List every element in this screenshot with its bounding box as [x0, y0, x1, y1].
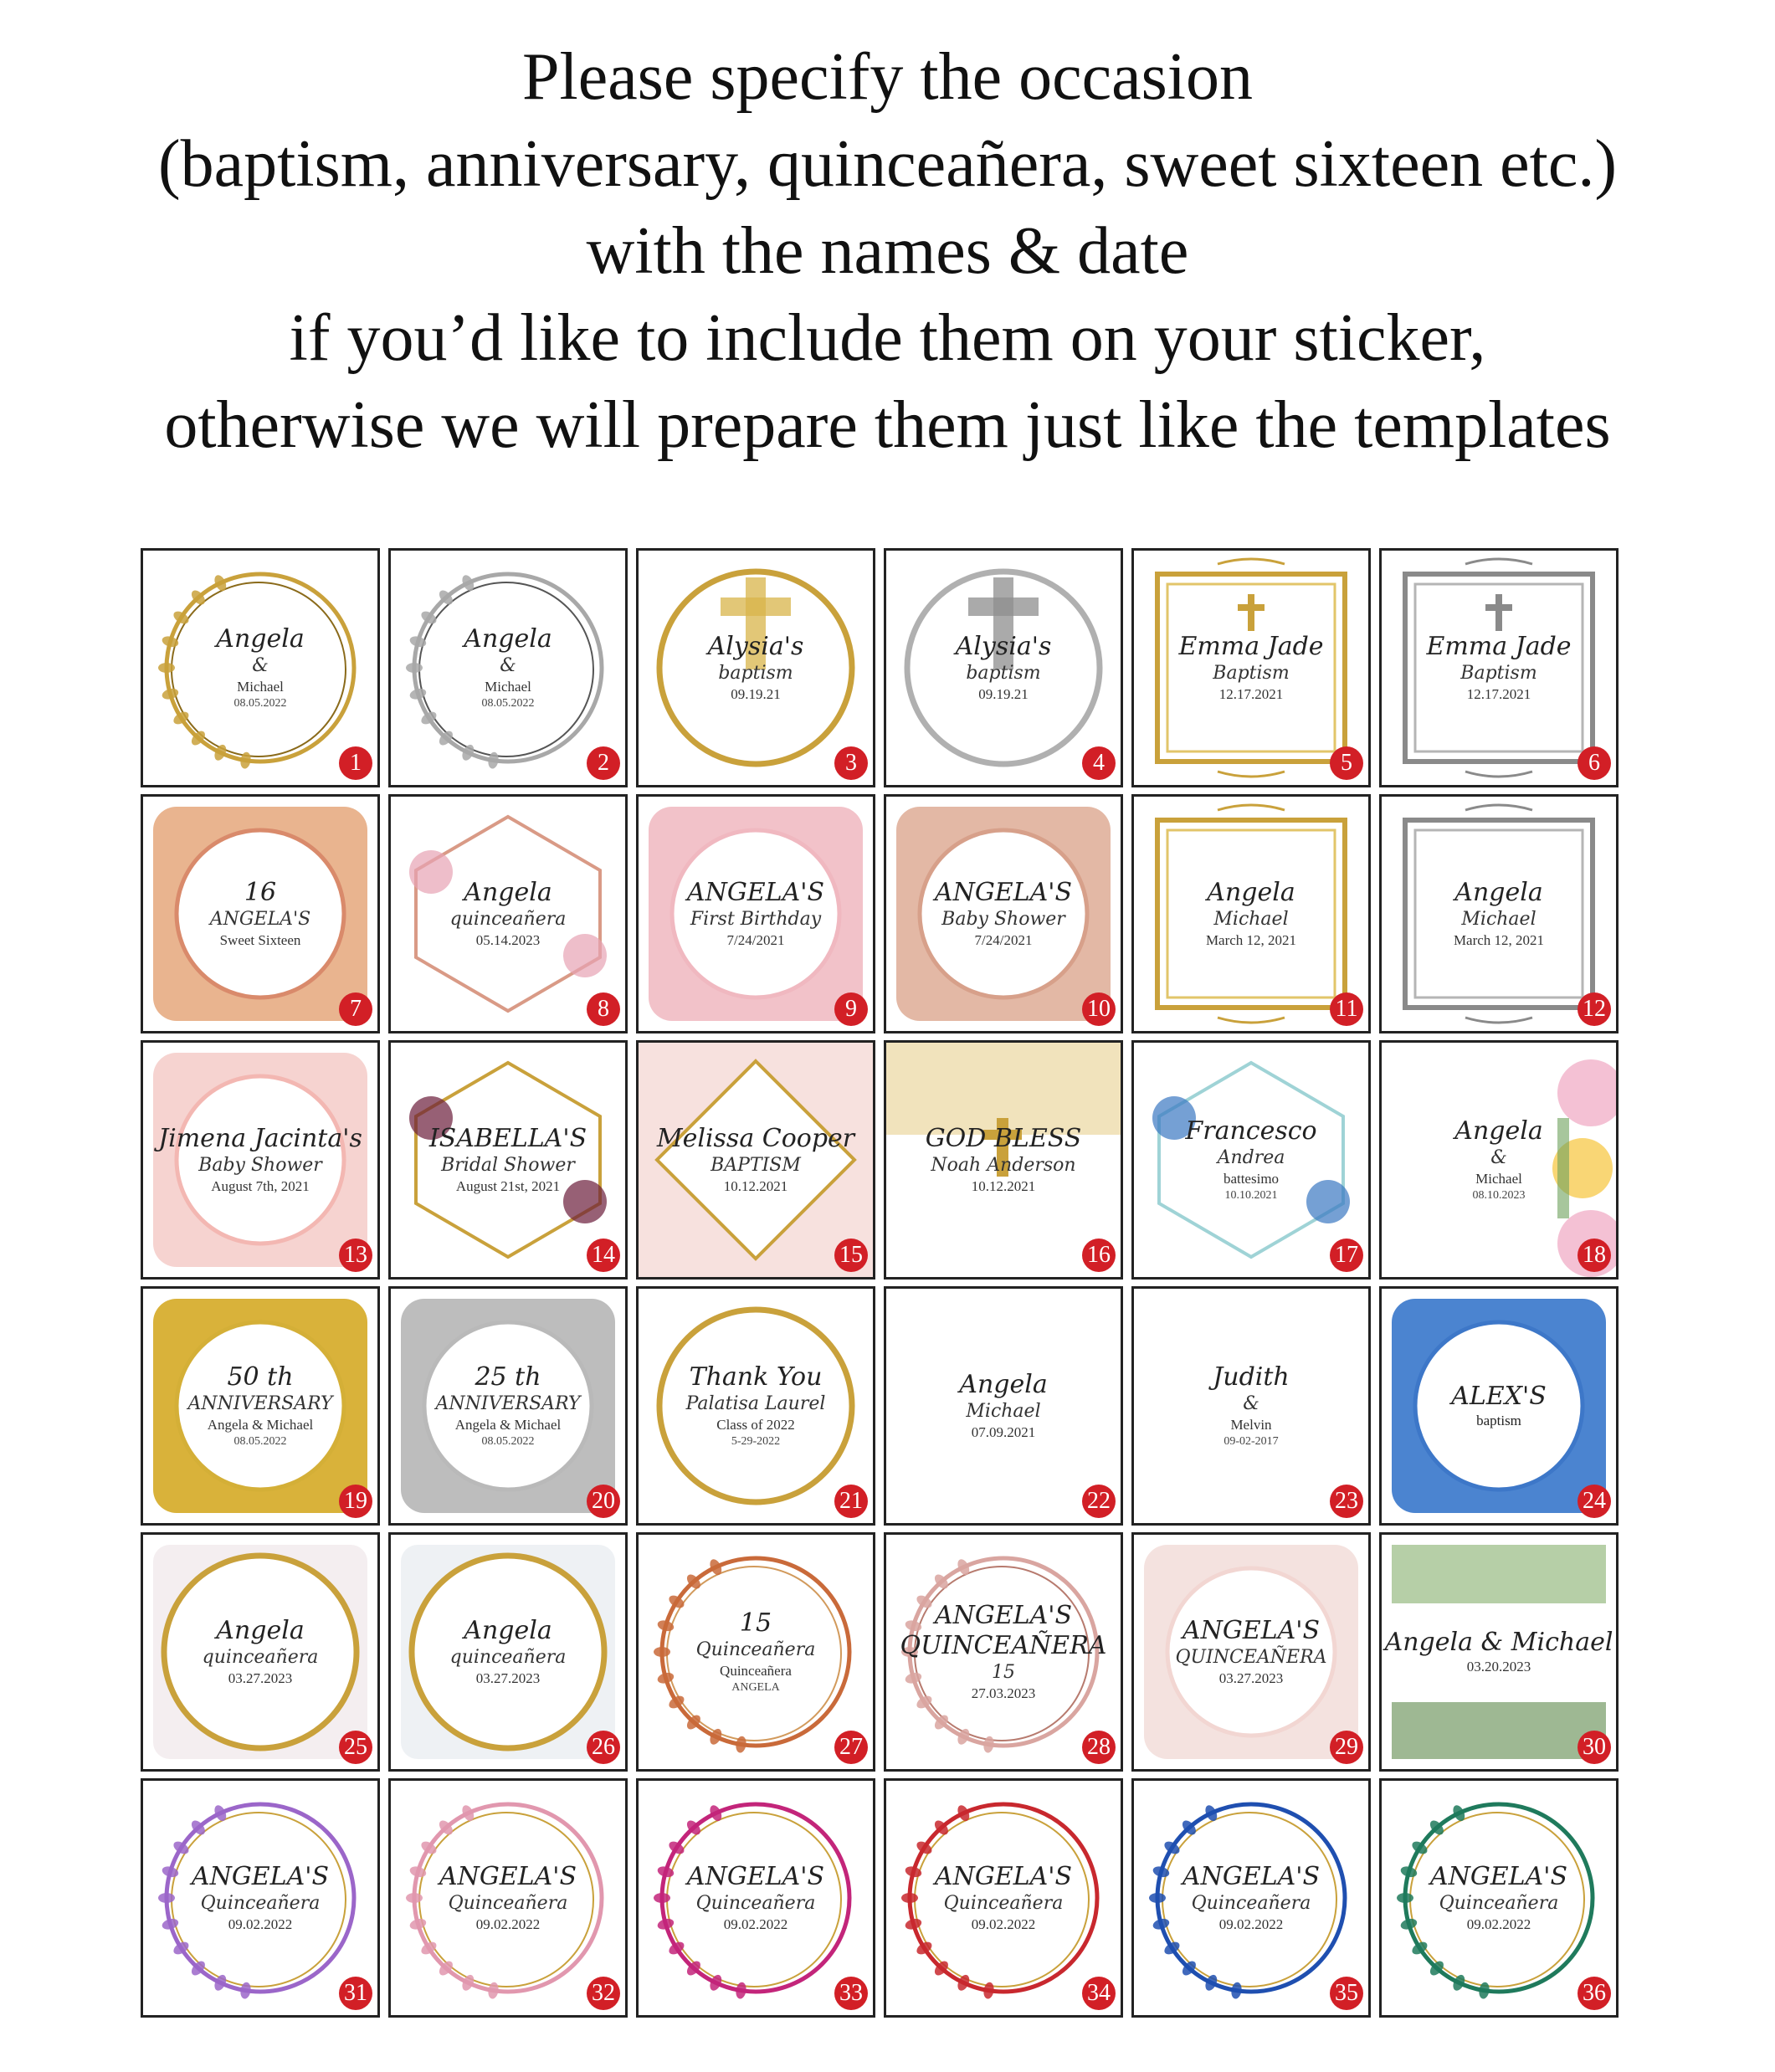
template-line: Alysia's: [707, 632, 804, 661]
template-number-badge: 31: [339, 1977, 372, 2010]
template-number-badge: 34: [1082, 1977, 1116, 2010]
template-line: 09.02.2022: [475, 1916, 541, 1932]
template-line: Francesco: [1185, 1116, 1317, 1146]
template-line: ANNIVERSARY: [187, 1393, 333, 1414]
template-text: [639, 1535, 873, 1769]
template-line: Jimena Jacinta's: [158, 1124, 362, 1153]
template-line: 03.27.2023: [1218, 1670, 1284, 1686]
template-line: 15: [992, 1662, 1015, 1683]
template-text: [1134, 1043, 1368, 1277]
template-tile[interactable]: [1379, 548, 1619, 787]
template-tile[interactable]: [884, 1286, 1123, 1526]
template-line: Baptism: [1460, 663, 1537, 684]
template-text: [1134, 1781, 1368, 2015]
template-tile[interactable]: [1131, 794, 1371, 1033]
template-text: [639, 551, 873, 785]
template-line: Noah Anderson: [931, 1155, 1076, 1176]
template-tile[interactable]: [1131, 1040, 1371, 1280]
template-tile[interactable]: [388, 1778, 628, 2018]
template-line: Palatisa Laurel: [685, 1393, 826, 1414]
template-tile[interactable]: [141, 1040, 380, 1280]
template-line: Michael: [485, 679, 531, 695]
template-text: [143, 1781, 377, 2015]
template-line: 7/24/2021: [726, 932, 785, 948]
template-number-badge: 18: [1577, 1239, 1611, 1272]
template-line: baptism: [1476, 1413, 1521, 1428]
template-number-badge: 17: [1330, 1239, 1363, 1272]
template-number-badge: 25: [339, 1731, 372, 1764]
template-line: Angela: [464, 1616, 552, 1645]
template-line: 08.10.2023: [1472, 1189, 1526, 1202]
template-tile[interactable]: [636, 1286, 875, 1526]
template-tile[interactable]: [884, 1778, 1123, 2018]
template-number-badge: 22: [1082, 1485, 1116, 1518]
template-line: 09.02.2022: [971, 1916, 1036, 1932]
template-line: ANGELA'S: [934, 878, 1073, 907]
template-line: &: [1490, 1147, 1507, 1168]
template-line: 5-29-2022: [731, 1435, 781, 1448]
template-number-badge: 27: [834, 1731, 868, 1764]
template-line: 03.20.2023: [1466, 1659, 1531, 1675]
template-line: Alysia's: [955, 632, 1052, 661]
template-tile[interactable]: [1131, 1532, 1371, 1772]
template-line: Quinceañera: [943, 1893, 1064, 1914]
template-tile[interactable]: [141, 794, 380, 1033]
template-text: [143, 1535, 377, 1769]
template-line: Angela & Michael: [454, 1417, 562, 1433]
template-text: [886, 1043, 1121, 1277]
template-tile[interactable]: [141, 1778, 380, 2018]
template-tile[interactable]: [636, 794, 875, 1033]
template-tile[interactable]: [1131, 1778, 1371, 2018]
template-tile[interactable]: [1379, 1778, 1619, 2018]
template-text: [639, 797, 873, 1031]
template-tile[interactable]: [1131, 548, 1371, 787]
template-tile[interactable]: [636, 1778, 875, 2018]
template-line: 10.12.2021: [971, 1178, 1036, 1194]
template-line: Baby Shower: [198, 1155, 322, 1176]
template-line: First Birthday: [690, 909, 822, 930]
template-line: Angela & Michael: [1384, 1628, 1613, 1657]
template-line: Quinceañera: [695, 1893, 816, 1914]
template-line: ANNIVERSARY: [435, 1393, 581, 1414]
template-line: Angela: [216, 1616, 305, 1645]
template-line: Angela: [959, 1370, 1048, 1399]
template-line: 08.05.2022: [481, 697, 535, 710]
template-line: 15: [739, 1608, 772, 1638]
template-line: ANGELA'S: [934, 1862, 1073, 1891]
template-number-badge: 9: [834, 992, 868, 1026]
template-line: 12.17.2021: [1218, 686, 1284, 702]
template-text: [1382, 551, 1616, 785]
template-line: 09.02.2022: [723, 1916, 788, 1932]
template-line: Michael: [966, 1401, 1041, 1422]
template-number-badge: 26: [587, 1731, 620, 1764]
template-line: Quinceañera: [1191, 1893, 1311, 1914]
template-line: Judith: [1213, 1362, 1290, 1392]
template-number-badge: 24: [1577, 1485, 1611, 1518]
template-line: Angela: [216, 624, 305, 654]
template-line: &: [252, 655, 269, 676]
template-number-badge: 21: [834, 1485, 868, 1518]
template-tile[interactable]: [636, 548, 875, 787]
template-line: quinceañera: [449, 1647, 567, 1668]
template-line: Emma Jade: [1178, 632, 1324, 661]
template-text: [639, 1781, 873, 2015]
template-line: Angela & Michael: [207, 1417, 314, 1433]
template-text: [886, 1535, 1121, 1769]
template-tile[interactable]: [1379, 1286, 1619, 1526]
instructions-heading: [0, 33, 1775, 469]
template-number-badge: 12: [1577, 992, 1611, 1026]
template-line: 12.17.2021: [1466, 686, 1531, 702]
template-line: ANGELA'S: [439, 1862, 577, 1891]
template-number-badge: 23: [1330, 1485, 1363, 1518]
template-number-badge: 5: [1330, 746, 1363, 780]
template-line: ANGELA'S QUINCEAÑERA: [900, 1601, 1107, 1660]
instruction-line: with the names & date: [586, 214, 1189, 288]
template-tile[interactable]: [1379, 1532, 1619, 1772]
template-line: baptism: [966, 663, 1041, 684]
template-line: ANGELA'S: [1182, 1616, 1321, 1645]
template-tile[interactable]: [884, 1040, 1123, 1280]
template-text: [391, 1043, 625, 1277]
template-line: August 21st, 2021: [455, 1178, 561, 1194]
template-text: [1382, 1535, 1616, 1769]
template-line: Class of 2022: [716, 1417, 795, 1433]
template-tile[interactable]: [141, 548, 380, 787]
template-tile[interactable]: [141, 1286, 380, 1526]
template-number-badge: 33: [834, 1977, 868, 2010]
template-line: ANGELA: [731, 1681, 780, 1694]
instruction-line: otherwise we will prepare them just like the templates: [164, 388, 1611, 462]
template-text: [1134, 1535, 1368, 1769]
template-number-badge: 1: [339, 746, 372, 780]
template-line: ISABELLA'S: [428, 1124, 587, 1153]
template-text: [1382, 1043, 1616, 1277]
template-tile[interactable]: [388, 1040, 628, 1280]
template-number-badge: 36: [1577, 1977, 1611, 2010]
template-line: 09.02.2022: [228, 1916, 293, 1932]
instruction-line: if you’d like to include them on your sticker,: [289, 301, 1486, 375]
template-number-badge: 30: [1577, 1731, 1611, 1764]
template-text: [143, 551, 377, 785]
template-tile[interactable]: [388, 1532, 628, 1772]
template-line: &: [500, 655, 516, 676]
template-text: [886, 1289, 1121, 1523]
template-line: quinceañera: [202, 1647, 319, 1668]
template-line: Sweet Sixteen: [219, 932, 301, 948]
template-line: Angela: [1454, 878, 1543, 907]
template-line: ALEX'S: [1451, 1382, 1547, 1411]
template-tile[interactable]: [1131, 1286, 1371, 1526]
template-number-badge: 15: [834, 1239, 868, 1272]
template-number-badge: 10: [1082, 992, 1116, 1026]
template-line: Bridal Shower: [441, 1155, 575, 1176]
template-line: 25 th: [475, 1362, 541, 1392]
template-number-badge: 14: [587, 1239, 620, 1272]
template-line: ANGELA'S: [209, 909, 311, 930]
template-number-badge: 28: [1082, 1731, 1116, 1764]
template-line: Thank You: [689, 1362, 823, 1392]
template-text: [639, 1043, 873, 1277]
template-tile[interactable]: [388, 794, 628, 1033]
template-line: BAPTISM: [711, 1155, 801, 1176]
template-text: [391, 797, 625, 1031]
template-tile[interactable]: [884, 794, 1123, 1033]
template-line: Angela: [1207, 878, 1295, 907]
template-text: [1382, 1781, 1616, 2015]
template-line: baptism: [718, 663, 793, 684]
instruction-line: (baptism, anniversary, quinceañera, sweet sixteen etc.): [158, 127, 1617, 201]
template-line: ANGELA'S: [686, 1862, 825, 1891]
template-line: GOD BLESS: [925, 1124, 1082, 1153]
template-line: Michael: [1475, 1171, 1522, 1187]
template-tile[interactable]: [884, 548, 1123, 787]
template-line: Melissa Cooper: [656, 1124, 855, 1153]
template-number-badge: 20: [587, 1485, 620, 1518]
template-line: 7/24/2021: [974, 932, 1033, 948]
template-line: 09.02.2022: [1466, 1916, 1531, 1932]
template-tile[interactable]: [636, 1532, 875, 1772]
template-tile[interactable]: [141, 1532, 380, 1772]
template-text: [1134, 551, 1368, 785]
template-line: 07.09.2021: [971, 1424, 1036, 1440]
template-line: 08.05.2022: [233, 1435, 287, 1448]
template-line: 09.02.2022: [1218, 1916, 1284, 1932]
template-line: Angela: [464, 878, 552, 907]
template-line: Emma Jade: [1426, 632, 1572, 661]
template-line: March 12, 2021: [1205, 932, 1297, 948]
template-line: 50 th: [227, 1362, 294, 1392]
template-line: ANGELA'S: [191, 1862, 330, 1891]
template-text: [391, 1535, 625, 1769]
template-number-badge: 35: [1330, 1977, 1363, 2010]
template-text: [886, 797, 1121, 1031]
template-tile[interactable]: [388, 548, 628, 787]
template-line: 09.19.21: [731, 686, 781, 702]
template-line: Quinceañera: [1439, 1893, 1559, 1914]
template-line: Angela: [464, 624, 552, 654]
template-text: [1134, 797, 1368, 1031]
template-tile[interactable]: [1379, 794, 1619, 1033]
template-line: Angela: [1454, 1116, 1543, 1146]
template-line: ANGELA'S: [686, 878, 825, 907]
template-number-badge: 11: [1330, 992, 1363, 1026]
template-number-badge: 32: [587, 1977, 620, 2010]
template-line: ANGELA'S: [1182, 1862, 1321, 1891]
template-line: ANGELA'S: [1429, 1862, 1568, 1891]
template-number-badge: 7: [339, 992, 372, 1026]
template-number-badge: 29: [1330, 1731, 1363, 1764]
template-line: 08.05.2022: [481, 1435, 535, 1448]
template-number-badge: 3: [834, 746, 868, 780]
template-text: [1382, 1289, 1616, 1523]
template-text: [391, 551, 625, 785]
template-text: [143, 1043, 377, 1277]
template-text: [1134, 1289, 1368, 1523]
template-line: 03.27.2023: [475, 1670, 541, 1686]
template-text: [143, 1289, 377, 1523]
template-line: Michael: [237, 679, 284, 695]
template-number-badge: 2: [587, 746, 620, 780]
template-line: &: [1243, 1393, 1259, 1414]
template-line: Melvin: [1230, 1417, 1272, 1433]
template-text: [886, 1781, 1121, 2015]
template-tile[interactable]: [884, 1532, 1123, 1772]
template-tile[interactable]: [1379, 1040, 1619, 1280]
instruction-line: Please specify the occasion: [521, 40, 1253, 114]
template-line: August 7th, 2021: [211, 1178, 310, 1194]
template-line: Baby Shower: [941, 909, 1065, 930]
template-line: March 12, 2021: [1453, 932, 1545, 948]
template-line: QUINCEAÑERA: [1175, 1647, 1327, 1668]
template-line: Quinceañera: [200, 1893, 321, 1914]
template-line: 10.12.2021: [723, 1178, 788, 1194]
template-number-badge: 4: [1082, 746, 1116, 780]
template-text: [391, 1289, 625, 1523]
template-number-badge: 6: [1577, 746, 1611, 780]
template-line: 27.03.2023: [971, 1685, 1036, 1701]
template-text: [1382, 797, 1616, 1031]
template-line: 09-02-2017: [1224, 1435, 1279, 1448]
template-line: battesimo: [1223, 1171, 1280, 1187]
template-line: Quinceañera: [448, 1893, 568, 1914]
template-line: Michael: [1213, 909, 1289, 930]
template-line: Andrea: [1217, 1147, 1285, 1168]
template-line: Michael: [1461, 909, 1536, 930]
template-line: 03.27.2023: [228, 1670, 293, 1686]
template-tile[interactable]: [636, 1040, 875, 1280]
template-number-badge: 19: [339, 1485, 372, 1518]
template-text: [391, 1781, 625, 2015]
template-line: 16: [244, 878, 277, 907]
template-line: 08.05.2022: [233, 697, 287, 710]
template-line: Baptism: [1213, 663, 1290, 684]
template-line: Quinceañera: [695, 1639, 816, 1660]
template-line: Quinceañera: [720, 1663, 792, 1679]
template-line: 05.14.2023: [475, 932, 541, 948]
template-line: 09.19.21: [978, 686, 1029, 702]
template-number-badge: 13: [339, 1239, 372, 1272]
template-tile[interactable]: [388, 1286, 628, 1526]
template-text: [639, 1289, 873, 1523]
template-number-badge: 16: [1082, 1239, 1116, 1272]
template-text: [886, 551, 1121, 785]
template-line: quinceañera: [449, 909, 567, 930]
template-text: [143, 797, 377, 1031]
template-number-badge: 8: [587, 992, 620, 1026]
template-line: 10.10.2021: [1224, 1189, 1278, 1202]
